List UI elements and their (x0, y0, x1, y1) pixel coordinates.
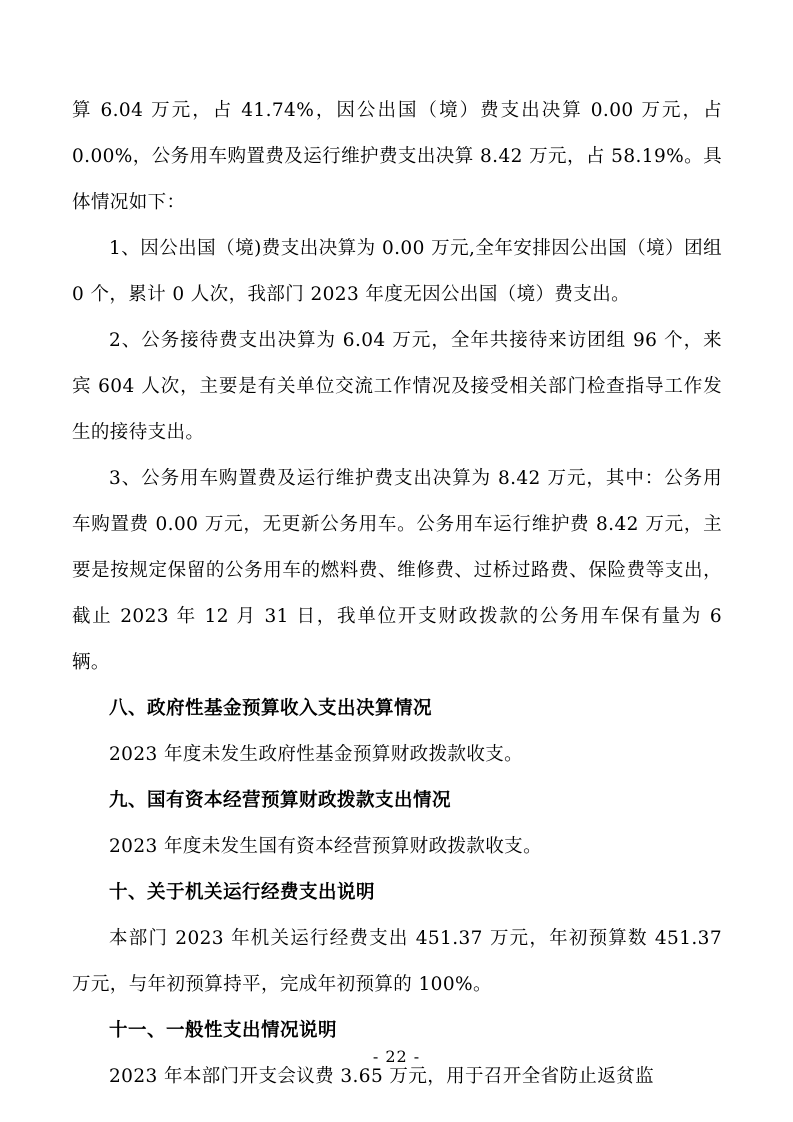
page-content (72, 88, 722, 1100)
paragraph-item-1: 1、因公出国（境)费支出决算为 0.00 万元,全年安排因公出国（境）团组 0 个，累计 0 人次，我部门 2023 年度无因公出国（境）费支出。 (72, 238, 722, 305)
paragraph-item-3: 3、公务用车购置费及运行维护费支出决算为 8.42 万元，其中：公务用车购置费 0.00 万元，无更新公务用车。公务用车运行维护费 8.42 万元，主要是按规定保留的公务用车的燃料费、维修费、过桥过路费、保险费等支出，截止 2023 年 12 月 31 日，我单位开支财政拨款的公务用车保有量为 6 辆。 (72, 468, 722, 673)
section-body-11: 2023 年本部门开支会议费 3.65 万元，用于召开全省防止返贫监 (109, 1066, 655, 1087)
paragraph-item-2: 2、公务接待费支出决算为 6.04 万元，全年共接待来访团组 96 个，来宾 604 人次，主要是有关单位交流工作情况及接受相关部门检查指导工作发生的接待支出。 (72, 330, 722, 443)
section-heading-11: 十一、一般性支出情况说明 (109, 1020, 338, 1041)
section-heading-10: 十、关于机关运行经费支出说明 (109, 882, 376, 903)
section-body-10: 本部门 2023 年机关运行经费支出 451.37 万元，年初预算数 451.37 万元，与年初预算持平，完成年初预算的 100%。 (72, 928, 722, 995)
paragraph-continued-top: 算 6.04 万元，占 41.74%，因公出国（境）费支出决算 0.00 万元，占 0.00%，公务用车购置费及运行维护费支出决算 8.42 万元，占 58.19%。具体情况如下： (72, 100, 722, 213)
section-heading-8: 八、政府性基金预算收入支出决算情况 (109, 698, 433, 719)
page-number: - 22 - (372, 1047, 421, 1066)
section-body-9: 2023 年度未发生国有资本经营预算财政拨款收支。 (109, 836, 542, 857)
section-heading-9: 九、国有资本经营预算财政拨款支出情况 (109, 790, 452, 811)
section-body-8: 2023 年度未发生政府性基金预算财政拨款收支。 (109, 744, 524, 765)
